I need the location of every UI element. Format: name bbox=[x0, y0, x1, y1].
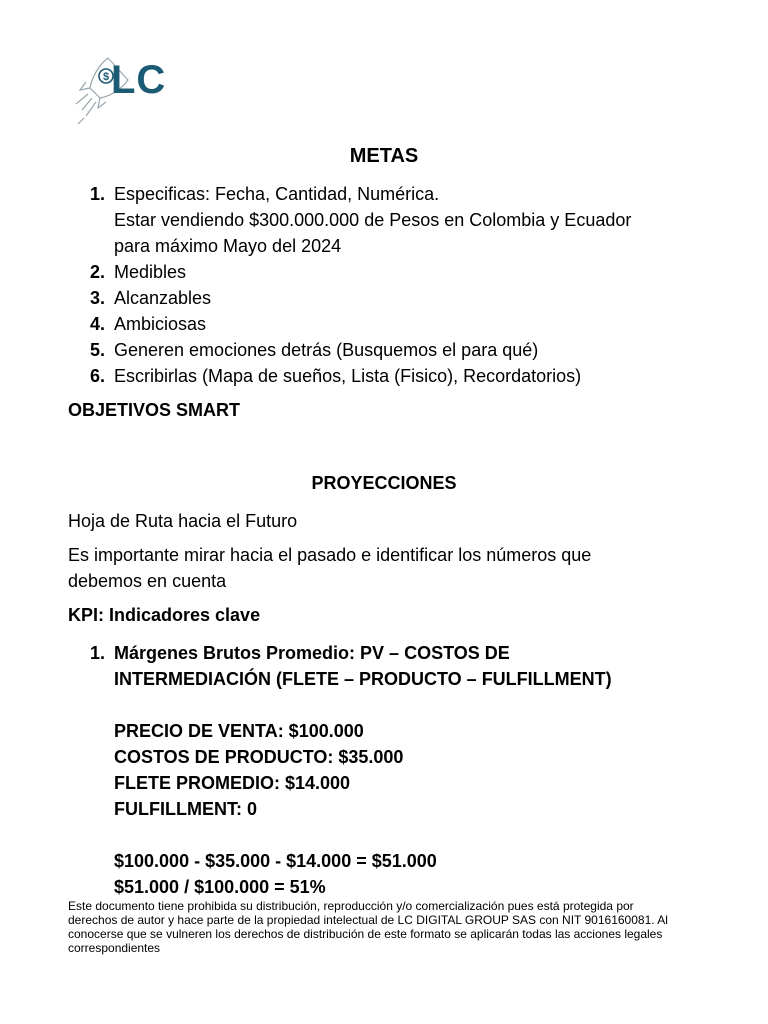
footer-line: correspondientes bbox=[68, 941, 161, 955]
list-item-text: Medibles bbox=[114, 262, 187, 282]
importante-paragraph bbox=[68, 542, 708, 594]
list-item bbox=[90, 181, 730, 259]
kpi-line: INTERMEDIACIÓN (FLETE – PRODUCTO – FULFILLMENT) bbox=[114, 669, 612, 689]
footer-disclaimer bbox=[68, 899, 708, 955]
objetivos-heading: OBJETIVOS SMART bbox=[68, 400, 241, 420]
kpi-list bbox=[90, 640, 730, 900]
proyecciones-heading: PROYECCIONES bbox=[311, 473, 457, 493]
kpi-value: COSTOS DE PRODUCTO: $35.000 bbox=[114, 747, 404, 767]
footer-line: Este documento tiene prohibida su distribución, reproducción y/o comercialización pues está protegida por bbox=[68, 899, 634, 913]
kpi-value: FLETE PROMEDIO: $14.000 bbox=[114, 773, 351, 793]
kpi-calc: $100.000 - $35.000 - $14.000 = $51.000 bbox=[114, 851, 437, 871]
list-number: 3. bbox=[90, 288, 106, 308]
list-item-text: para máximo Mayo del 2024 bbox=[114, 236, 342, 256]
list-item-text: Especificas: Fecha, Cantidad, Numérica. bbox=[114, 184, 440, 204]
hoja-ruta-text: Hoja de Ruta hacia el Futuro bbox=[68, 511, 298, 531]
list-number: 1. bbox=[90, 643, 106, 663]
footer-line: derechos de autor y hace parte de la propiedad intelectual de LC DIGITAL GROUP SAS con NIT 9016160081. Al bbox=[68, 913, 668, 927]
list-item-text: Alcanzables bbox=[114, 288, 212, 308]
list-item bbox=[90, 363, 730, 389]
page-title: METAS bbox=[349, 145, 419, 167]
kpi-value: FULFILLMENT: 0 bbox=[114, 799, 257, 819]
list-number: 1. bbox=[90, 184, 106, 204]
list-item-text: Ambiciosas bbox=[114, 314, 207, 334]
list-item bbox=[90, 337, 730, 363]
kpi-calc: $51.000 / $100.000 = 51% bbox=[114, 877, 326, 897]
list-item bbox=[90, 311, 730, 337]
paragraph-line: Es importante mirar hacia el pasado e identificar los números que bbox=[68, 545, 592, 565]
list-item bbox=[90, 640, 730, 900]
dollar-symbol: $ bbox=[103, 71, 110, 83]
list-item-text: Escribirlas (Mapa de sueños, Lista (Fisico), Recordatorios) bbox=[114, 366, 582, 386]
paragraph-line: debemos en cuenta bbox=[68, 571, 227, 591]
list-item bbox=[90, 285, 730, 311]
logo-text: LC bbox=[111, 58, 167, 102]
list-item-text: Estar vendiendo $300.000.000 de Pesos en Colombia y Ecuador bbox=[114, 210, 632, 230]
footer-line: conocerse que se vulneren los derechos de distribución de este formato se aplicarán todas las acciones legales bbox=[68, 927, 663, 941]
list-number: 6. bbox=[90, 366, 106, 386]
kpi-value: PRECIO DE VENTA: $100.000 bbox=[114, 721, 364, 741]
kpi-line: Márgenes Brutos Promedio: PV – COSTOS DE bbox=[114, 643, 510, 663]
list-number: 5. bbox=[90, 340, 106, 360]
metas-list bbox=[90, 181, 730, 389]
list-item-text: Generen emociones detrás (Busquemos el para qué) bbox=[114, 340, 539, 360]
kpi-heading: KPI: Indicadores clave bbox=[68, 605, 261, 625]
list-item bbox=[90, 259, 730, 285]
list-number: 2. bbox=[90, 262, 106, 282]
list-number: 4. bbox=[90, 314, 106, 334]
